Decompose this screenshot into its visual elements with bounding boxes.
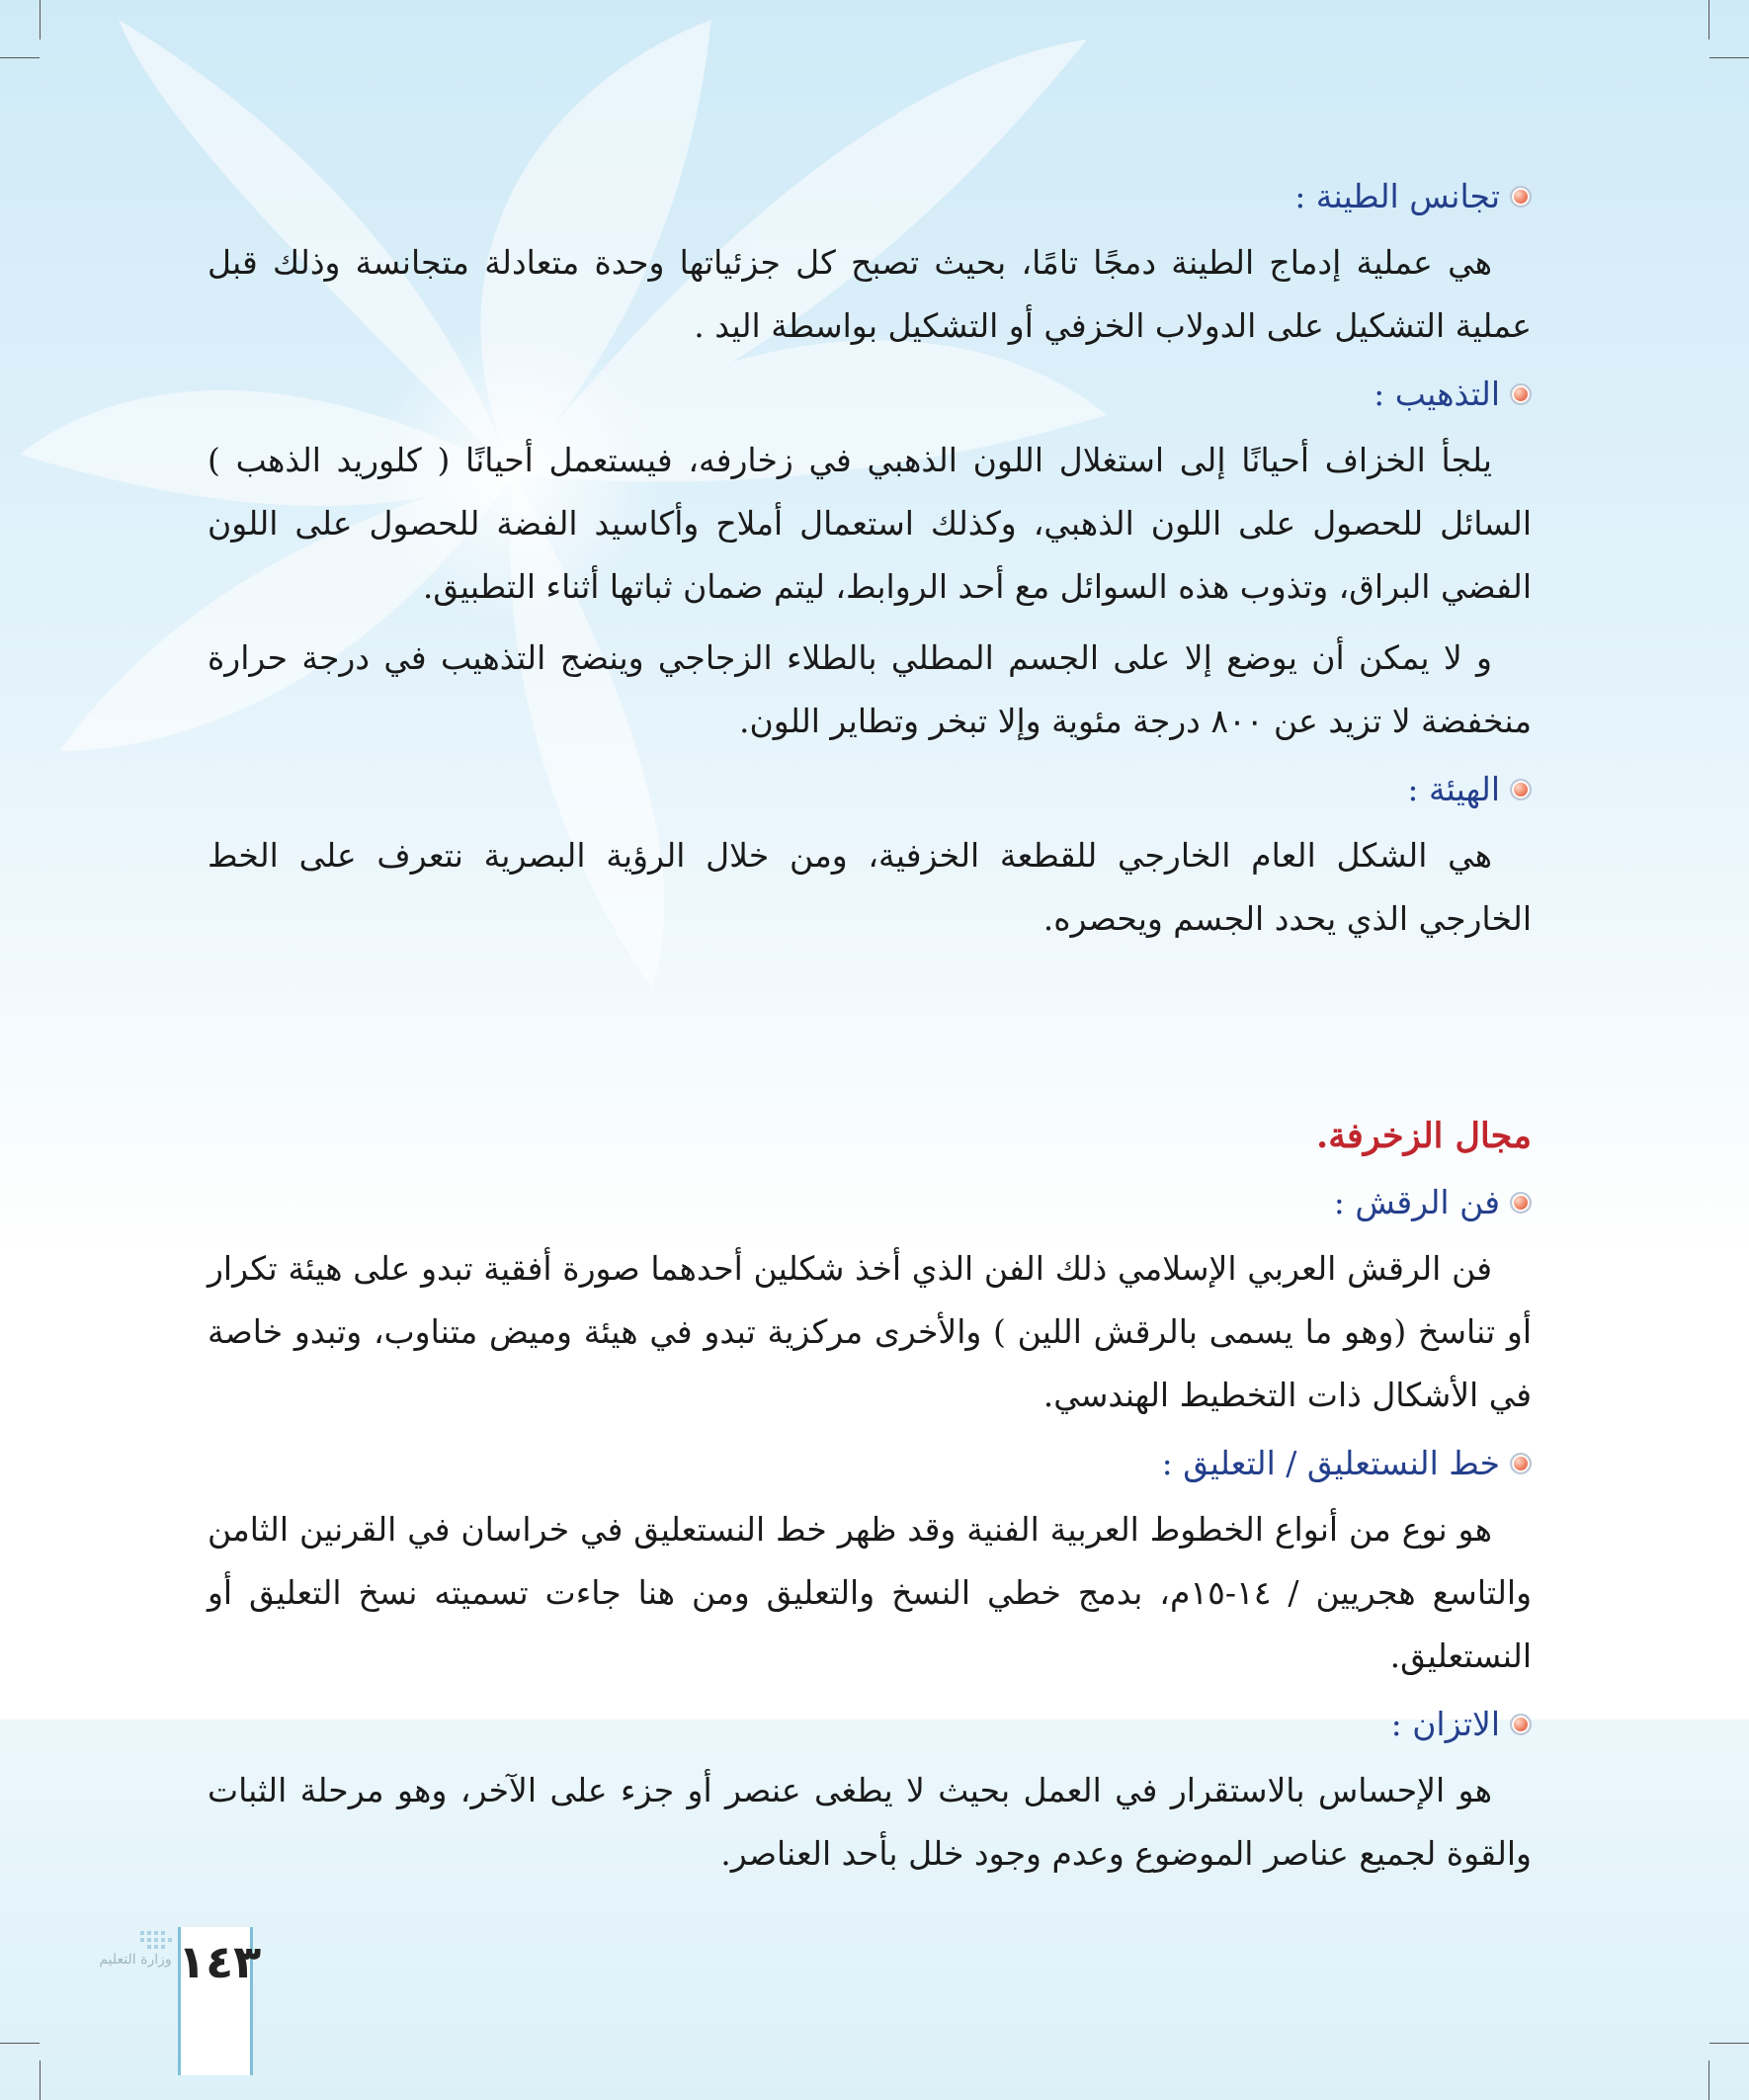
- section-heading-text: تجانس الطينة :: [1294, 177, 1500, 215]
- crop-mark: [0, 2043, 40, 2044]
- section-heading-text: التذهيب :: [1374, 375, 1500, 413]
- section-heading: [208, 366, 1532, 423]
- paragraph: هو نوع من أنواع الخطوط العربية الفنية وقد ظهر خط النستعليق في خراسان في القرنين الثامن والتاسع هجريين / ١٤-١٥م، بدمج خطي النسخ والتعليق ومن هنا جاءت تسميته نسخ التعليق أو النستعليق.: [208, 1510, 1532, 1675]
- paragraph: هو الإحساس بالاستقرار في العمل بحيث لا يطغى عنصر أو جزء على الآخر، وهو مرحلة الثبات والقوة لجميع عناصر الموضوع وعدم وجود خلل بأحد العناصر.: [208, 1771, 1532, 1873]
- paragraph: يلجأ الخزاف أحيانًا إلى استغلال اللون الذهبي في زخارفه، فيستعمل أحيانًا ( كلوريد الذهب ) السائل للحصول على اللون الذهبي، وكذلك استعمال أملاح وأكاسيد الفضة للحصول على اللون الفضي البراق، وتذوب هذه السوائل مع أحد الروابط، ليتم ضمان ثباتها أثناء التطبيق.: [208, 441, 1532, 606]
- main-title: مجال الزخرفة.: [1316, 1116, 1532, 1156]
- section-heading: [208, 1696, 1532, 1753]
- bullet-icon: [1510, 779, 1532, 800]
- crop-mark: [1709, 2043, 1749, 2044]
- crop-mark: [1708, 0, 1709, 40]
- page-number: ١٤٣: [178, 1935, 262, 1988]
- paragraph: و لا يمكن أن يوضع إلا على الجسم المطلي بالطلاء الزجاجي وينضج التذهيب في درجة حرارة منخفضة لا تزيد عن ٨٠٠ درجة مئوية وإلا تبخر وتطاير اللون.: [208, 638, 1532, 740]
- bullet-icon: [1510, 1714, 1532, 1735]
- bullet-icon: [1510, 1453, 1532, 1474]
- bullet-icon: [1510, 383, 1532, 405]
- section-heading-text: فن الرقش :: [1333, 1183, 1500, 1221]
- section-heading-text: خط النستعليق / التعليق :: [1161, 1444, 1500, 1482]
- ministry-logo-icon: [138, 1929, 178, 1953]
- paragraph: هي عملية إدماج الطينة دمجًا تامًا، بحيث تصبح كل جزئياتها وحدة متعادلة متجانسة وذلك قبل عملية التشكيل على الدولاب الخزفي أو التشكيل بواسطة اليد .: [208, 243, 1532, 345]
- paragraph: فن الرقش العربي الإسلامي ذلك الفن الذي أخذ شكلين أحدهما صورة أفقية تبدو على هيئة تكرار أو تناسخ (وهو ما يسمى بالرقش اللين ) والأخرى مركزية تبدو في هيئة وميض متناوب، وتبدو خاصة في الأشكال ذات التخطيط الهندسي.: [208, 1249, 1532, 1414]
- section-heading: [208, 1435, 1532, 1492]
- crop-mark: [1708, 2060, 1709, 2100]
- paragraph: هي الشكل العام الخارجي للقطعة الخزفية، ومن خلال الرؤية البصرية نتعرف على الخط الخارجي الذي يحدد الجسم ويحصره.: [208, 836, 1532, 938]
- bullet-icon: [1510, 1192, 1532, 1214]
- crop-mark: [0, 57, 40, 58]
- ministry-logo-text: وزارة التعليم: [99, 1952, 172, 1968]
- section-heading: [208, 1174, 1532, 1231]
- page-content: [208, 168, 1532, 1893]
- crop-mark: [40, 2060, 41, 2100]
- bullet-icon: [1510, 186, 1532, 208]
- crop-mark: [1709, 57, 1749, 58]
- crop-mark: [40, 0, 41, 40]
- section-heading-text: الاتزان :: [1390, 1705, 1500, 1743]
- section-heading: [208, 168, 1532, 225]
- section-heading: [208, 761, 1532, 818]
- section-heading-text: الهيئة :: [1407, 770, 1500, 808]
